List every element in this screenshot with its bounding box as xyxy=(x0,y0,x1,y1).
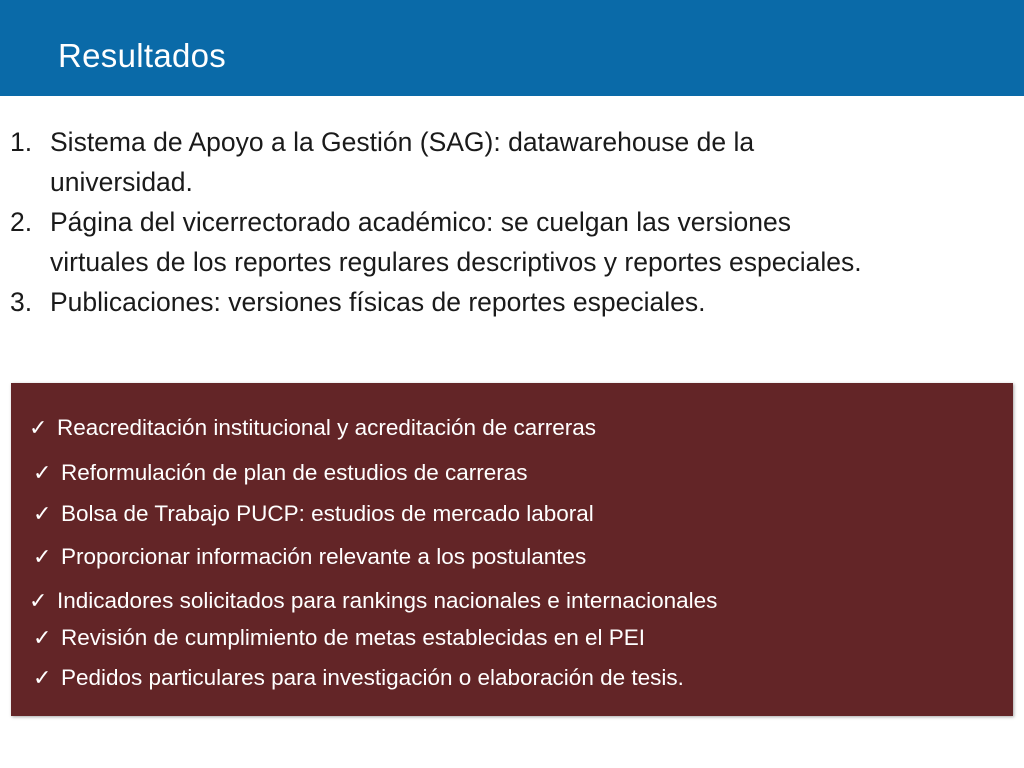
check-item-label: Indicadores solicitados para rankings nacionales e internacionales xyxy=(57,588,718,613)
check-item-label: Proporcionar información relevante a los postulantes xyxy=(61,544,587,569)
check-item xyxy=(33,663,684,693)
check-icon: ✓ xyxy=(33,544,52,569)
check-item xyxy=(33,542,586,572)
list-item-line: virtuales de los reportes regulares descriptivos y reportes especiales. xyxy=(50,247,862,277)
list-item xyxy=(10,202,1010,282)
list-item-line: Publicaciones: versiones físicas de reportes especiales. xyxy=(50,287,706,317)
list-item-number: 1. xyxy=(10,127,33,157)
check-item xyxy=(33,499,594,529)
list-item-line: universidad. xyxy=(50,167,193,197)
check-icon: ✓ xyxy=(29,588,48,613)
check-item-label: Reacreditación institucional y acreditación de carreras xyxy=(57,415,597,440)
numbered-list xyxy=(10,122,1010,322)
check-icon: ✓ xyxy=(29,415,48,440)
header-bar xyxy=(0,0,1024,96)
check-item-label: Pedidos particulares para investigación o elaboración de tesis. xyxy=(61,665,684,690)
check-icon: ✓ xyxy=(33,501,52,526)
list-item-line: Sistema de Apoyo a la Gestión (SAG): datawarehouse de la xyxy=(50,127,755,157)
list-item xyxy=(10,282,1010,322)
check-item xyxy=(29,413,596,443)
results-box xyxy=(11,383,1013,716)
list-item-number: 3. xyxy=(10,287,33,317)
check-icon: ✓ xyxy=(33,665,52,690)
list-item xyxy=(10,122,1010,202)
check-icon: ✓ xyxy=(33,460,52,485)
check-icon: ✓ xyxy=(33,625,52,650)
page-title: Resultados xyxy=(58,37,227,74)
check-item-label: Bolsa de Trabajo PUCP: estudios de mercado laboral xyxy=(61,501,594,526)
check-item xyxy=(33,458,528,488)
check-item xyxy=(33,623,645,653)
check-item xyxy=(29,586,717,616)
list-item-number: 2. xyxy=(10,207,33,237)
list-item-line: Página del vicerrectorado académico: se cuelgan las versiones xyxy=(50,207,791,237)
check-item-label: Reformulación de plan de estudios de carreras xyxy=(61,460,528,485)
check-item-label: Revisión de cumplimiento de metas establecidas en el PEI xyxy=(61,625,646,650)
